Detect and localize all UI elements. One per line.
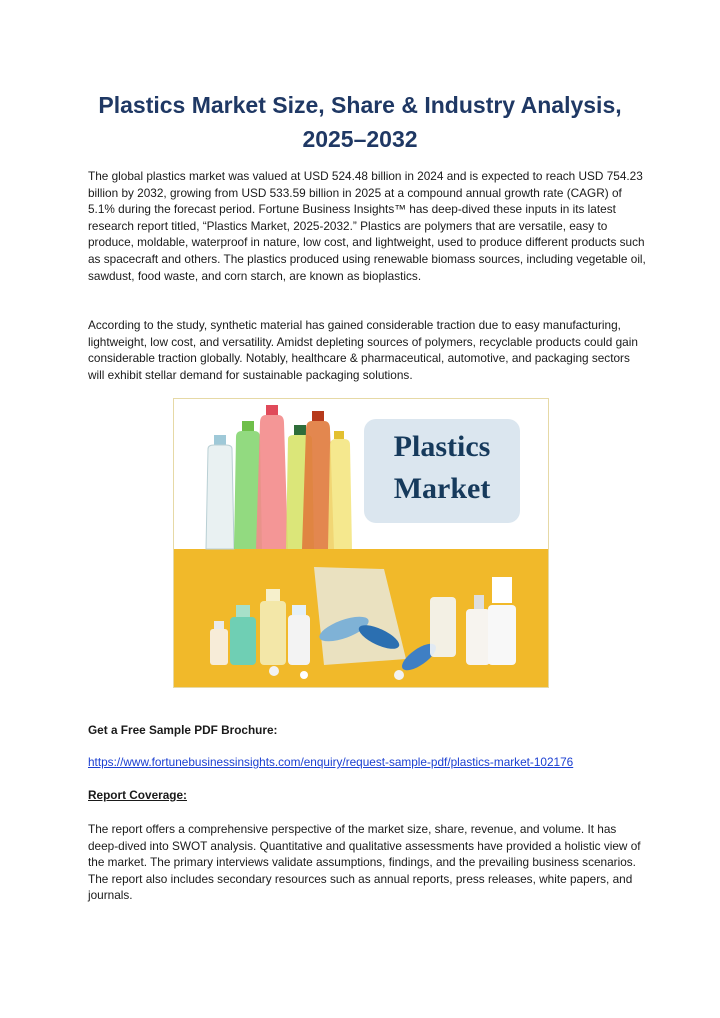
- sample-brochure-label: Get a Free Sample PDF Brochure:: [88, 723, 278, 737]
- intro-paragraph: The global plastics market was valued at USD 524.48 billion in 2024 and is expected to reach USD 754.23 billion by 2032, growing from USD 533.59 billion in 2025 at a compound annual growth rate (CAGR) of 5.1% during the forecast period. Fortune Business Insights™ has deep-dived these inputs in its latest research report titled, “Plastics Market, 2025-2032.” Plastics are polymers that are versatile, easy to produce, moldable, waterproof in nature, low cost, and lightweight, used to produce different products such as spacecraft and others. The plastics produced using renewable biomass sources, including vegetable oil, sawdust, food waste, and corn starch, are known as bioplastics.: [88, 169, 646, 283]
- card-word-market: Market: [393, 472, 491, 505]
- bottle-light-yellow: [328, 431, 352, 549]
- report-coverage-heading: Report Coverage:: [88, 788, 187, 802]
- plastics-market-image: [173, 398, 549, 688]
- page-title: [60, 88, 660, 156]
- page-title-line1: Plastics Market Size, Share & Industry Analysis,: [98, 92, 622, 118]
- sample-brochure-link[interactable]: https://www.fortunebusinessinsights.com/enquiry/request-sample-pdf/plastics-market-102176: [88, 755, 574, 769]
- bottle-clear: [206, 435, 234, 549]
- card-word-plastics: Plastics: [393, 430, 491, 463]
- plastics-market-card: [364, 419, 520, 523]
- containers-group: [210, 567, 516, 680]
- page-title-line2: 2025–2032: [302, 126, 418, 152]
- bottle-pink: [256, 405, 288, 549]
- study-paragraph: According to the study, synthetic material has gained considerable traction due to easy manufacturing, lightweight, low cost, and versatility. Amidst depleting sources of polymers, recyclable products could gain considerable traction globally. Notably, healthcare & pharmaceutical, automotive, and packaging sectors will exhibit stellar demand for sustainable packaging solutions.: [88, 318, 638, 382]
- report-coverage-paragraph: The report offers a comprehensive perspective of the market size, share, revenue, and volume. It has deep-dived into SWOT analysis. Quantitative and qualitative assessments have provided a holistic view of the market. The primary interviews validate assumptions, findings, and the prevailing business scenarios. The report also includes secondary resources such as annual reports, press releases, white papers, and journals.: [88, 822, 641, 903]
